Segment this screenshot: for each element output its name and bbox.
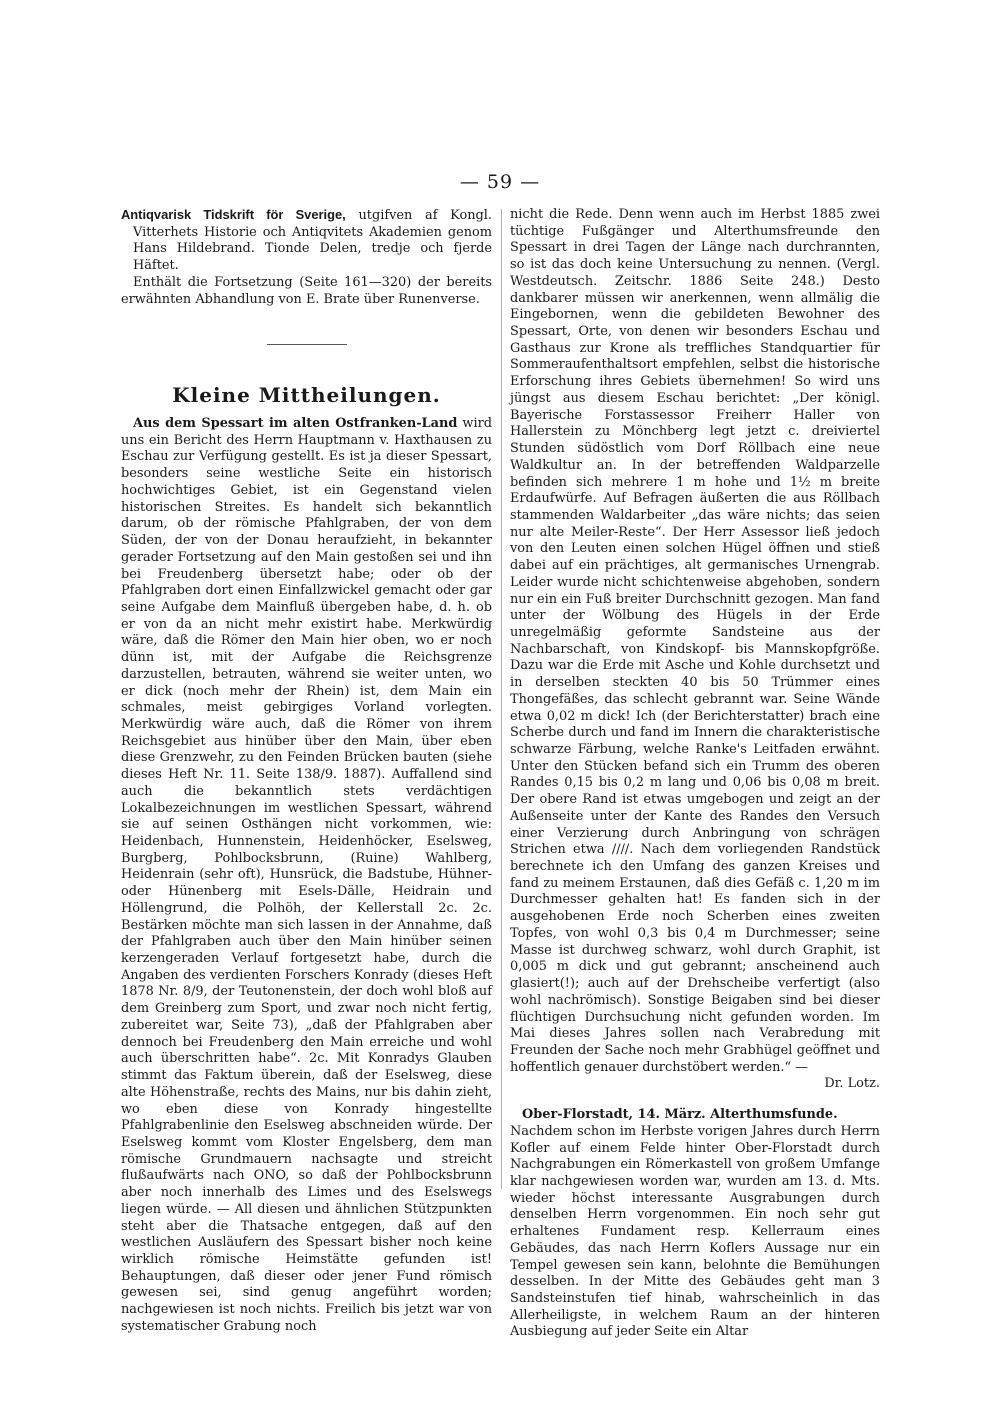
page-number: — 59 —: [459, 171, 541, 193]
article-spessart: [121, 416, 492, 1336]
article-ober-florstadt-title: Ober-Florstadt, 14. März. Alterthumsfunde.: [522, 1107, 838, 1123]
section-divider: [267, 344, 347, 345]
book-notice: [121, 207, 492, 275]
column-rule: [501, 209, 502, 1189]
book-notice-details: utgifven af Kongl. Vitterhets Historie och Antiqvitets Akademien genom Hans Hildebrand. Tionde Delen, tredje och fjerde Häftet.: [133, 208, 492, 274]
article-spessart-text: wird uns ein Bericht des Herrn Hauptmann v. Haxthausen zu Eschau zur Verfügung gestellt. Es ist ja dieser Spessart, besonders seine westliche Seite ein historisch hochwichtiges Gebiet, ist ein Gegenstand vielen historischen Streites. Es handelt sich bekanntlich darum, ob der römische Pfahlgraben, der von dem Süden, der von der Donau heraufzieht, in bekannter gerader Fortsetzung auf den Main gestoßen sei und ihn bei Freudenberg übersetzt habe; oder ob der Pfahlgraben dort einen Einfallzwickel gemacht oder gar seine Aufgabe dem Mainfluß übergeben habe, d. h. ob er von da an nicht mehr existirt habe. Merkwürdig wäre, daß die Römer den Main hier oben, wo er noch dünn ist, mit der Aufgabe die Reichsgrenze darzustellen, betrauten, während sie weiter unten, wo er dick (noch mehr der Rhein) ist, dem Main ein schmales, meist gebirgiges Vorland vorlegten. Merkwürdig wäre auch, daß die Römer von ihrem Reichsgebiet aus hinüber über den Main, über eben diese Grenzwehr, zu den Feinden Brücken bauten (siehe dieses Heft Nr. 11. Seite 138/9. 1887). Auffallend sind auch die bekanntlich stets verdächtigen Lokalbezeichnungen im westlichen Spessart, während sie auf seinen Osthängen nicht vorkommen, wie: Heidenbach, Hunnenstein, Heidenhöcker, Eselsweg, Burgberg, Pohlbocksbrunn, (Ruine) Wahlberg, Heidenrain (sehr oft), Hunsrück, die Badstube, Hühner- oder Hünenberg mit Esels-Dälle, Heidrain und Höllengrund, die Polhöh, der Kellerstall 2c. 2c. Bestärken möchte man sich lassen in der Annahme, daß der Pfahlgraben auch über den Main hinüber seinen kerzengeraden Verlauf fortgesetzt habe, durch die Angaben des verdienten Forschers Konrady (dieses Heft 1878 Nr. 8/9, der Teutonenstein, der doch wohl bloß auf dem Greinberg zum Sport, und zwar noch nicht fertig, zubereitet war, Seite 73), „daß der Pfahlgraben aber dennoch bei Freudenberg den Main erreiche und wohl auch überschritten habe“. 2c. Mit Konradys Glauben stimmt das Faktum überein, daß der Eselsweg, diese alte Höhenstraße, rechts des Mains, nur bis dahin zieht, wo eben diese von Konrady hingestellte Pfahlgrabenlinie den Eselsweg abschneiden würde. Der Eselsweg kommt vom Kloster Engelsberg, dem man römische Grundmauern nachsagte und streicht flußaufwärts nach ONO, so daß der Pohlbocksbrunn aber noch innerhalb des Limes und des Eselswegs liegen würde. — All diesen und ähnlichen Stützpunkten steht aber die Thatsache entgegen, daß auf den westlichen Ausläufern des Spessart bisher noch keine wirklich römische Heimstätte gefunden ist! Behauptungen, daß dieser oder jener Fund römisch gewesen sei, sind genug angeführt worden; nachgewiesen ist noch nichts. Freilich bis jetzt war von systematischer Grabung noch: [121, 416, 492, 1334]
article-ober-florstadt: [510, 1107, 880, 1341]
article-signature: Dr. Lotz.: [824, 1076, 880, 1092]
section-heading: Kleine Mittheilungen.: [172, 383, 441, 408]
right-column: [510, 207, 880, 1341]
book-notice-note: Enthält die Fortsetzung (Seite 161—320) der bereits erwähnten Abhandlung von E. Brate über Runenverse.: [121, 274, 492, 307]
article-spessart-title: Aus dem Spessart im alten Ostfranken-Land: [133, 416, 458, 432]
left-column: [121, 207, 492, 1336]
article-spacer: [510, 1093, 880, 1107]
article-ober-florstadt-text: Nachdem schon im Herbste vorigen Jahres durch Herrn Kofler auf einem Felde hinter Ober-Florstadt durch Nachgrabungen ein Römerkastell von großem Umfange klar nachgewiesen worden war, wurden am 13. d. Mts. wieder höchst interessante Ausgrabungen durch denselben Herrn vorgenommen. Ein noch sehr gut erhaltenes Fundament resp. Kellerraum eines Gebäudes, das nach Herrn Koflers Aussage nur ein Tempel gewesen sein kann, belohnte die Bemühungen desselben. In der Mitte des Gebäudes geht man 3 Sandsteinstufen tief hinab, wahrscheinlich in das Allerheiligste, in welchem Raum an der hinteren Ausbiegung auf jeder Seite ein Altar: [510, 1123, 880, 1340]
book-notice-title: Antiqvarisk Tidskrift för Sverige,: [121, 207, 346, 222]
article-spessart-continued: nicht die Rede. Denn wenn auch im Herbst 1885 zwei tüchtige Fußgänger und Alterthumsfreunde den Spessart in drei Tagen der Länge nach durchrannten, so ist das doch keine Untersuchung zu nennen. (Vergl. Westdeutsch. Zeitschr. 1886 Seite 248.) Desto dankbarer müssen wir anerkennen, wenn allmälig die Eingebornen, wenn die gebildeten Bewohner des Spessart, Orte, von denen wir besonders Eschau und Gasthaus zur Krone als treffliches Standquartier für Sommeraufenthaltsort empfehlen, selbst die historische Erforschung ihres Gebiets übernehmen! So wird uns jüngst aus diesem Eschau berichtet: „Der königl. Bayerische Forstassessor Freiherr Haller von Hallerstein zu Mönchberg legt jetzt c. dreiviertel Stunden südöstlich vom Dorf Röllbach eine neue Waldkultur an. In der betreffenden Waldparzelle befinden sich mehrere 1 m hohe und 1½ m breite Erdaufwürfe. Auf Befragen äußerten die aus Röllbach stammenden Waldarbeiter „das wäre nichts; das seien nur alte Meiler-Reste“. Der Herr Assessor ließ jedoch von den Leuten einen solchen Hügel öffnen und stieß dabei auf ein prächtiges, alt germanisches Urnengrab. Leider wurde nicht schichtenweise abgehoben, sondern nur ein ein Fuß breiter Durchschnitt gezogen. Man fand unter der Wölbung des Hügels in der Erde unregelmäßig geformte Sandsteine aus der Nachbarschaft, von Kindskopf- bis Mannskopfgröße. Dazu war die Erde mit Asche und Kohle durchsetzt und in derselben steckten 40 bis 50 Trümmer eines Thongefäßes, das schlecht gebrannt war. Seine Wände etwa 0,02 m dick! Ich (der Berichterstatter) brach eine Scherbe durch und fand im Innern die charakteristische schwarze Färbung, welche Ranke's Leitfaden erwähnt. Unter den Stücken befand sich ein Trumm des oberen Randes 0,15 bis 0,2 m lang und 0,06 bis 0,08 m breit. Der obere Rand ist etwas umgebogen und zeigt an der Außenseite unter der Kante des Randes den Versuch einer Verzierung durch Anbringung von schrägen Strichen etwa ////. Nach dem vorliegenden Randstück berechnete ich den Umfang des ganzen Kreises und fand zu meinem Erstaunen, daß dies Gefäß c. 1,20 m im Durchmesser gehalten hat! Es fanden sich in der ausgehobenen Erde noch Scherben eines zweiten Topfes, von wohl 0,3 bis 0,4 m Durchmesser; seine Masse ist durchweg schwarz, wohl durch Graphit, ist 0,005 m dick und gut gebrannt; anscheinend auch glasiert(!); auch auf der Drehscheibe verfertigt (also wohl nachrömisch). Sonstige Beigaben sind bei dieser flüchtigen Durchsuchung nicht gefunden worden. Im Mai dieses Jahres sollen nach Verabredung mit Freunden der Sache noch mehr Grabhügel geöffnet und hoffentlich genauer durchstöbert werden.“ —: [510, 207, 880, 1075]
